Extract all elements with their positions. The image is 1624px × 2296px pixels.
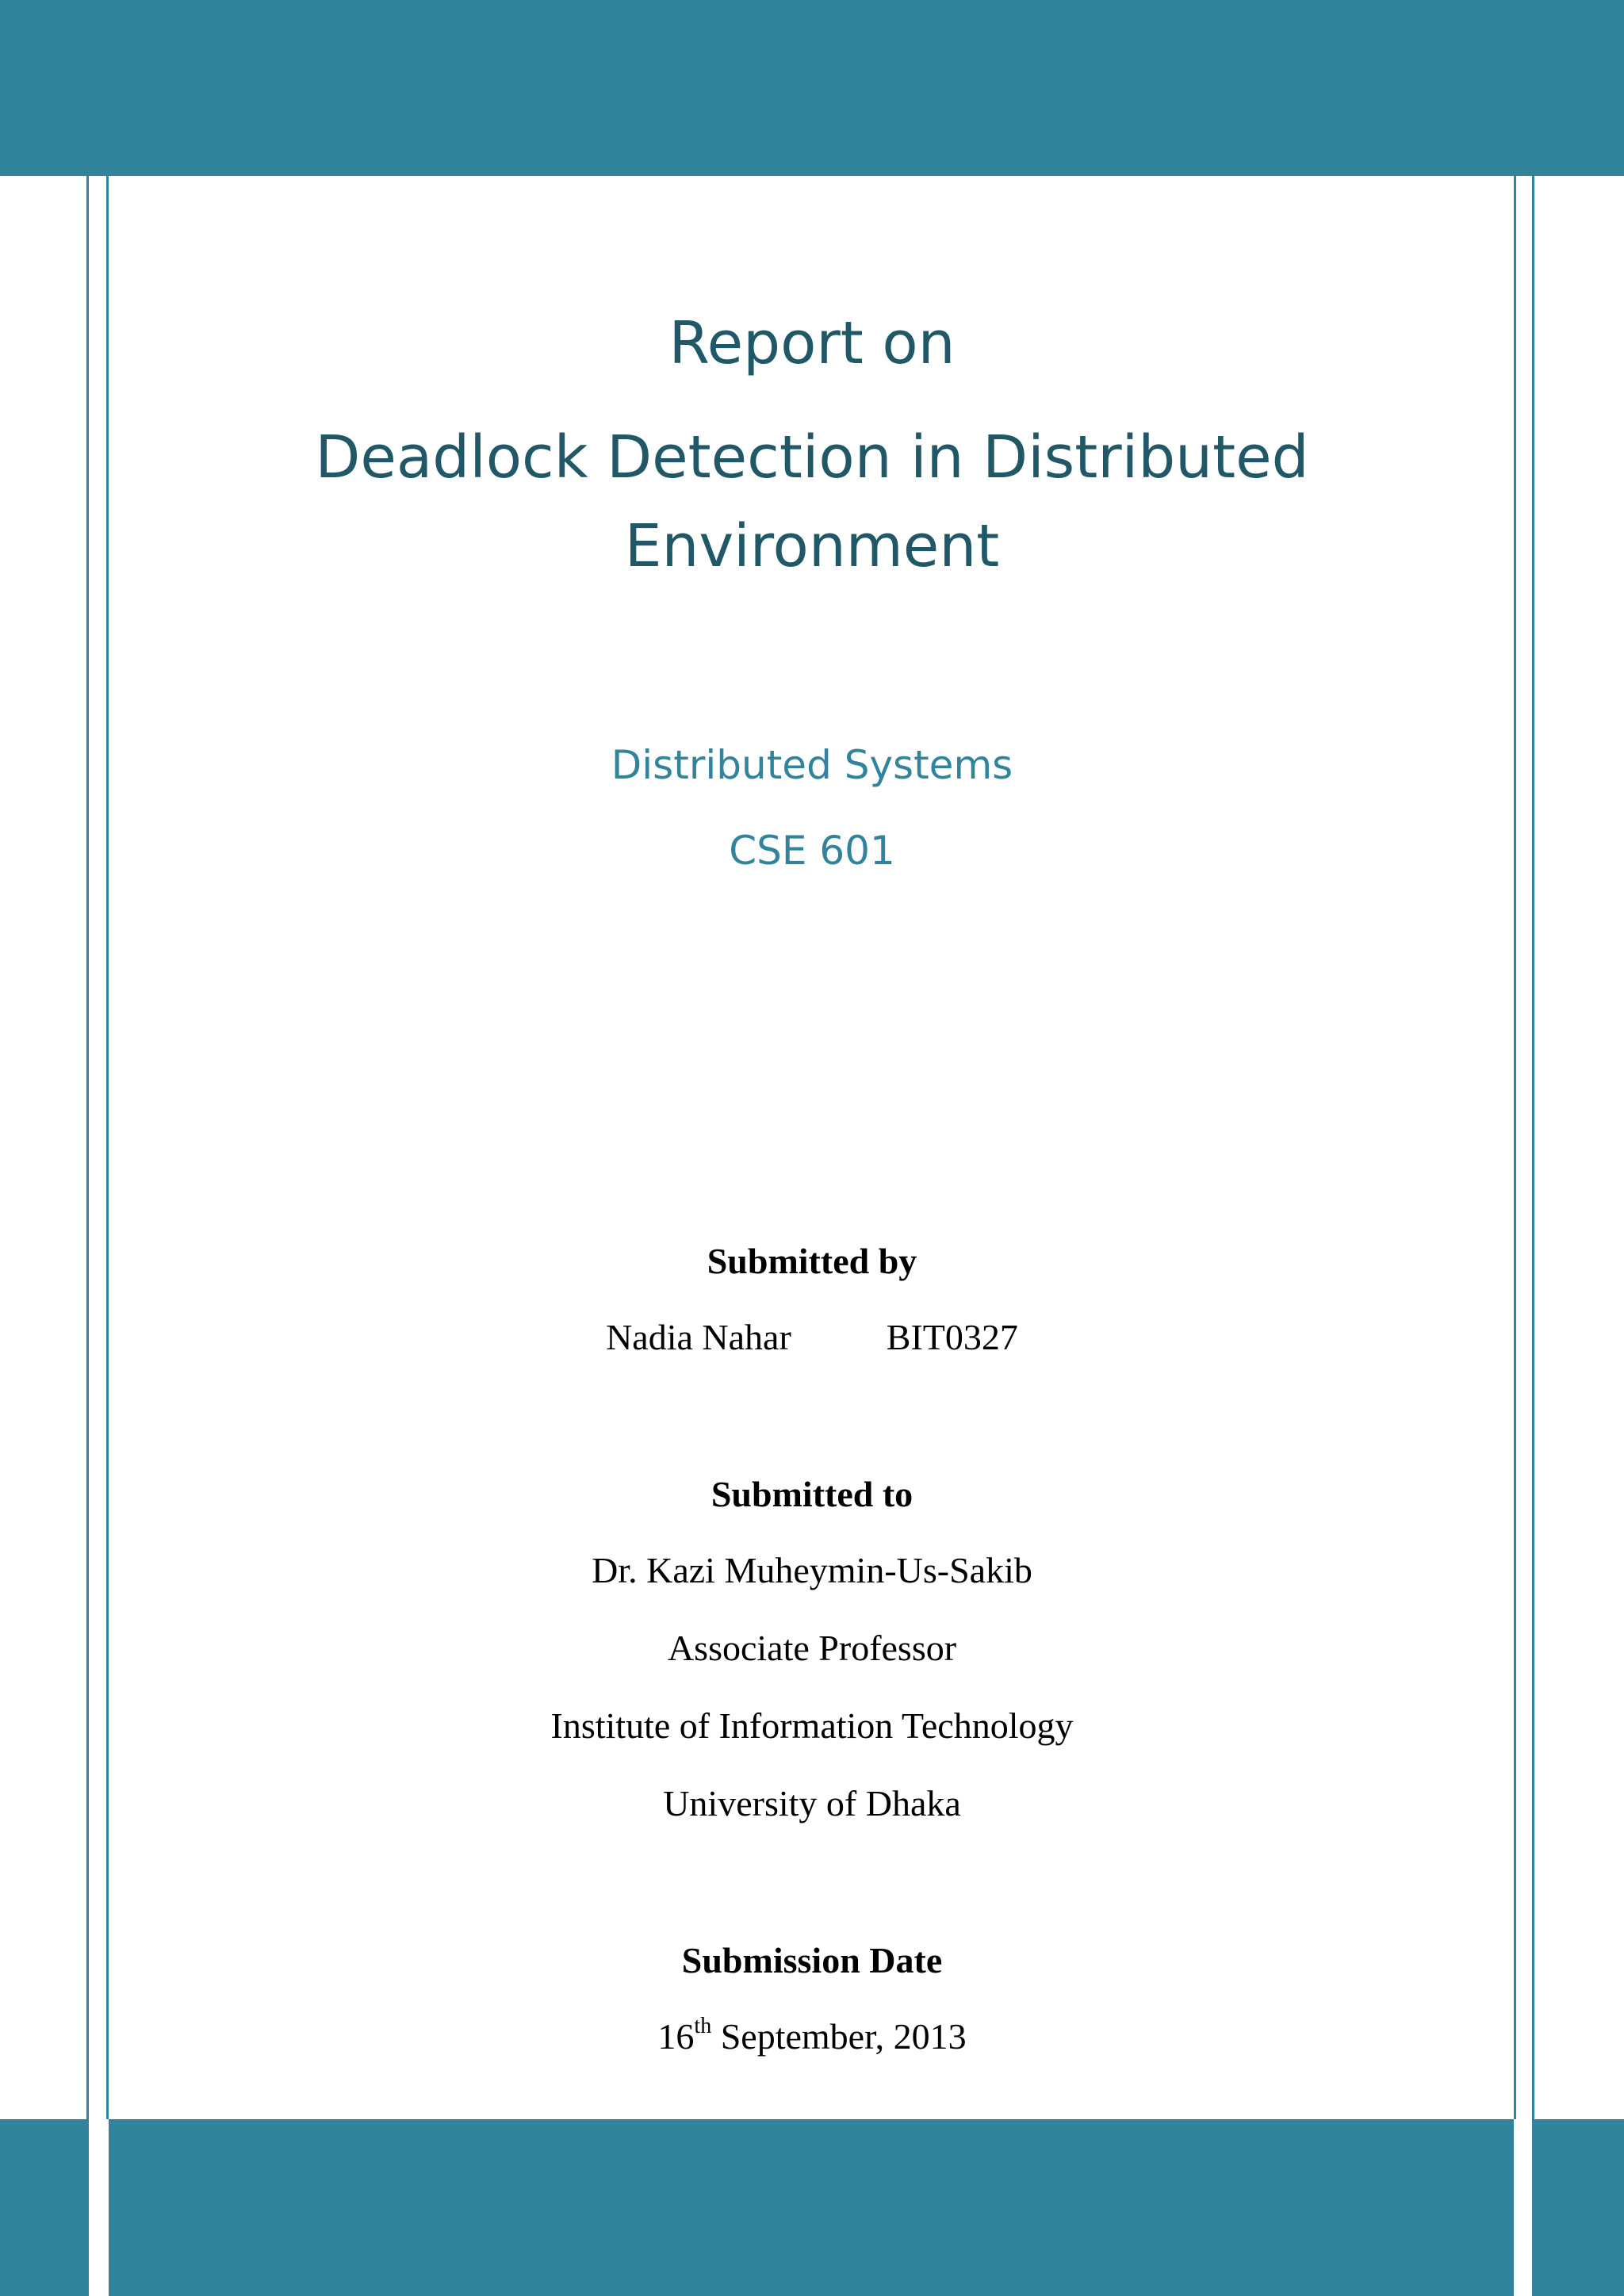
bottom-color-band — [0, 2119, 1624, 2296]
submitter-id: BIT0327 — [886, 1317, 1018, 1357]
bottom-right-inner-edge — [1514, 2119, 1516, 2296]
submitter-name: Nadia Nahar — [606, 1317, 791, 1357]
submission-day-suffix: th — [694, 2014, 712, 2038]
course-name: Distributed Systems — [611, 742, 1013, 788]
university-name: University of Dhaka — [663, 1783, 961, 1823]
submission-date — [0, 2014, 1624, 2057]
top-band-gap-left — [89, 0, 106, 176]
title-line-1: Report on — [668, 309, 956, 377]
institute-name: Institute of Information Technology — [550, 1705, 1074, 1746]
bottom-left-inner-edge — [106, 2119, 109, 2296]
top-color-band — [0, 0, 1624, 176]
title-line-3: Environment — [624, 512, 1000, 580]
submitter-line — [0, 1319, 1624, 1356]
submission-month-year: September, 2013 — [711, 2016, 967, 2057]
supervisor-name: Dr. Kazi Muheymin-Us-Sakib — [592, 1550, 1032, 1590]
bottom-band-gap-left — [89, 2119, 106, 2296]
submitted-to-heading: Submitted to — [710, 1474, 914, 1514]
course-code: CSE 601 — [729, 828, 895, 874]
bottom-band-gap-right — [1516, 2119, 1532, 2296]
submitted-by-heading: Submitted by — [707, 1241, 917, 1281]
supervisor-designation: Associate Professor — [667, 1628, 957, 1668]
title-line-2: Deadlock Detection in Distributed — [315, 423, 1309, 492]
submission-day: 16 — [657, 2016, 695, 2057]
submission-date-heading: Submission Date — [681, 1940, 943, 1980]
